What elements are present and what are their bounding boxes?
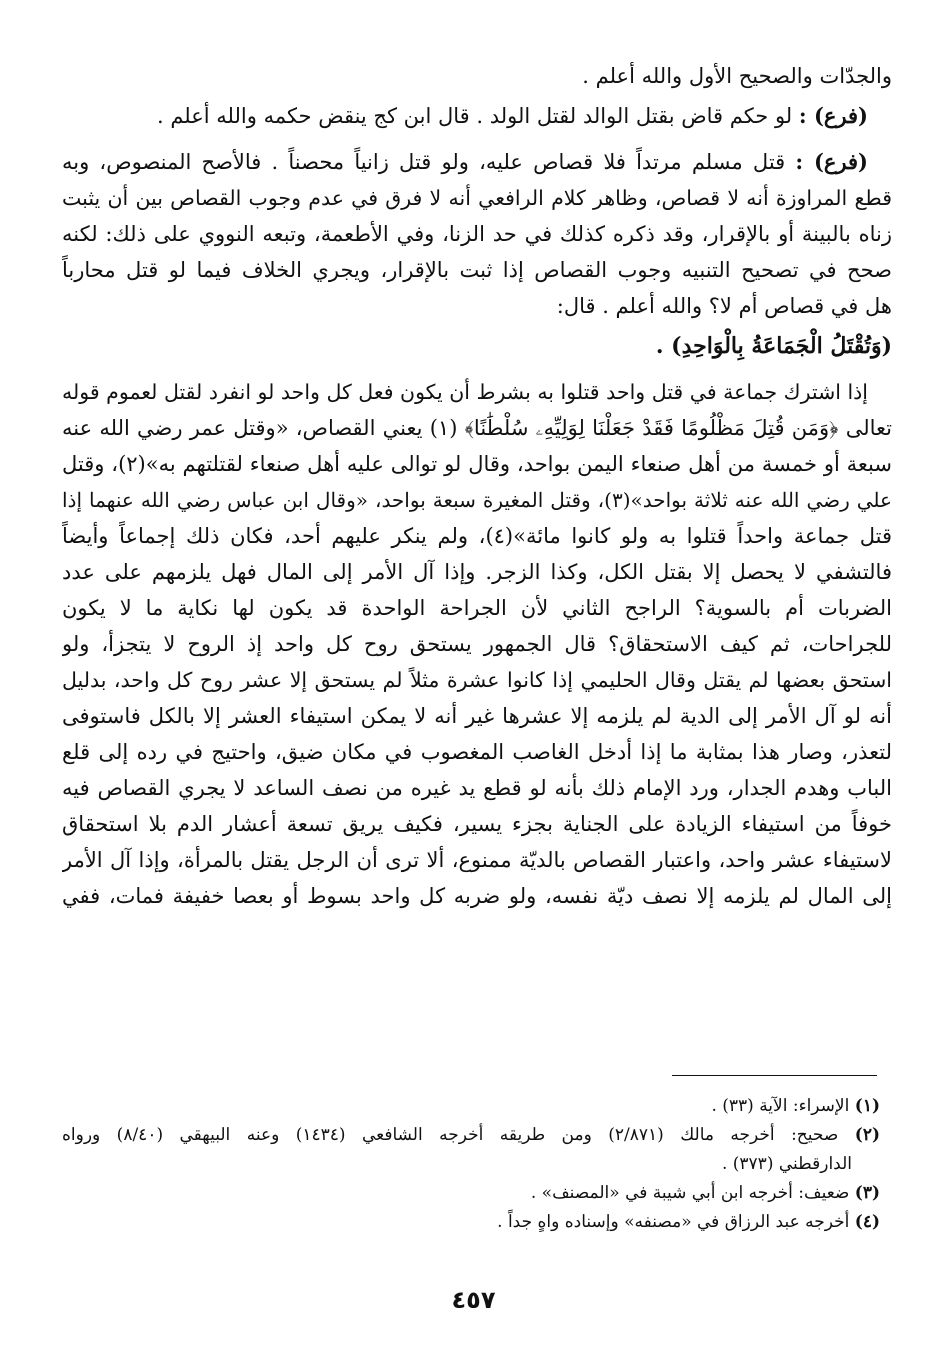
page-number: ٤٥٧	[451, 1286, 496, 1314]
sharh-line: خوفاً من استيفاء الزيادة على الجناية بجزء يسير، فكيف يريق تسعة أعشار الدم بلا استحقاق	[62, 812, 892, 836]
far-text: لو حكم قاض بقتل الوالد لقتل الولد . قال ابن كج ينقض حكمه والله أعلم .	[156, 104, 793, 128]
footnote-number: (٤)	[854, 1212, 880, 1232]
sharh-line: إلى المال لم يلزمه إلا نصف ديّة نفسه، ولو ضربه كل واحد بسوط أو بعصا خفيفة فمات، ففي	[62, 884, 892, 908]
footnote-separator	[672, 1075, 877, 1076]
far-label: (فرع) :	[795, 149, 868, 174]
footnote	[62, 1208, 880, 1237]
text-line: زناه بالبينة أو بالإقرار، وقد ذكره كذلك في حد الزنا، وفي الأطعمة، وتبعه النووي على ذلك: لكنه	[62, 222, 892, 246]
text-line: قطع المراوزة أنه لا قصاص، وظاهر كلام الرافعي أنه لا فرق في عدم وجوب القصاص بين أن يثبت	[62, 186, 892, 210]
sharh-line: استحق بعضها لم يقتل وقال الحليمي إذا كانوا عشرة مثلاً لم يستحق إلا عشر روح كل واحد، بدليل	[62, 668, 892, 692]
sharh-line: قتل جماعة واحداً قتلوا به ولو كانوا مائة»(٤)، ولم ينكر عليهم أحد، فكان ذلك إجماعاً وأيضاً	[62, 524, 892, 548]
text-line: هل في قصاص أم لا؟ والله أعلم . قال:	[556, 294, 892, 318]
far-paragraph	[62, 144, 892, 180]
sharh-line: فالتشفي لا يحصل إلا بقتل الكل، وكذا الزجر. وإذا آل الأمر إلى المال فهل يلزمهم على عدد	[62, 560, 892, 584]
footnote-number: (١)	[854, 1096, 880, 1116]
footnote-text: أخرجه عبد الرزاق في «مصنفه» وإسناده واهٍ جداً .	[497, 1212, 850, 1232]
sharh-line: الضربات أم بالسوية؟ الراجح الثاني لأن الجراحة الواحدة قد يكون لها نكاية ما لا يكون	[62, 596, 892, 620]
sharh-line: أنه لو آل الأمر إلى الدية لم يلزمه إلا عشرها غير أنه لا يمكن استيفاء العشر إلا بالكل فاستوفى	[62, 704, 892, 728]
footnotes	[62, 1092, 880, 1237]
footnote-text: ضعيف: أخرجه ابن أبي شيبة في «المصنف» .	[530, 1183, 850, 1203]
sharh-line: سبعة أو خمسة من أهل صنعاء اليمن بواحد، وقال لو توالى عليه أهل صنعاء لقتلتهم به»(٢)، وقتل	[62, 452, 892, 476]
footnote	[62, 1179, 880, 1208]
sharh-line: تعالى ﴿وَمَن قُتِلَ مَظْلُومًا فَقَدْ جَعَلْنَا لِوَلِيِّهِۦ سُلْطَٰنًا﴾ (١) يعني القصاص، «وقتل عمر رضي الله عنه	[62, 416, 892, 440]
text-line: والجدّات والصحيح الأول والله أعلم .	[582, 64, 892, 88]
sharh-line: للجراحات، ثم كيف الاستحقاق؟ قال الجمهور يستحق روح كل واحد إذ الروح لا يتجزأ، ولو	[62, 632, 892, 656]
footnote-text: الإسراء: الآية (٣٣) .	[711, 1096, 850, 1116]
footnote-number: (٣)	[854, 1183, 880, 1203]
sharh-line: لاستيفاء عشر واحد، واعتبار القصاص بالديّة ممنوع، ألا ترى أن الرجل يقتل بالمرأة، وإذا آل الأمر	[62, 848, 892, 872]
sharh-line: الباب وهدم الجدار، ورد الإمام ذلك بأنه لو قطع يد غيره من نصف الساعد لا يجري القصاص فيه	[62, 776, 892, 800]
sharh-line: علي رضي الله عنه ثلاثة بواحد»(٣)، وقتل المغيرة سبعة بواحد، «وقال ابن عباس رضي الله عنهما إذا	[62, 488, 892, 512]
far-label: (فرع) :	[798, 103, 868, 128]
sharh-line: إذا اشترك جماعة في قتل واحد قتلوا به بشرط أن يكون فعل كل واحد لو انفرد لقتل لعموم قوله	[62, 380, 868, 404]
footnote-number: (٢)	[854, 1125, 880, 1145]
matn-text: (وَتُقْتَلُ الْجَمَاعَةُ بِالْوَاحِدِ) .	[655, 333, 892, 359]
footnote-text: صحيح: أخرجه مالك (٢/٨٧١) ومن طريقه أخرجه الشافعي (١٤٣٤) وعنه البيهقي (٨/٤٠) ورواه	[62, 1125, 839, 1145]
text-line: صحح في تصحيح التنبيه وجوب القصاص إذا ثبت بالإقرار، ويجري الخلاف فيما لو قتل محارباً	[62, 258, 892, 282]
footnote-continuation: الدارقطني (٣٧٣) .	[721, 1154, 852, 1174]
page-body	[62, 58, 892, 914]
footnote	[62, 1121, 880, 1150]
far-text: قتل مسلم مرتداً فلا قصاص عليه، ولو قتل زانياً محصناً . فالأصح المنصوص، وبه	[62, 150, 786, 174]
sharh-line: لتعذر، وصار هذا بمثابة ما إذا أدخل الغاصب المغصوب في مكان ضيق، واحتيج في رده إلى قلع	[62, 740, 892, 764]
far-paragraph	[62, 98, 892, 134]
footnote	[62, 1092, 880, 1121]
